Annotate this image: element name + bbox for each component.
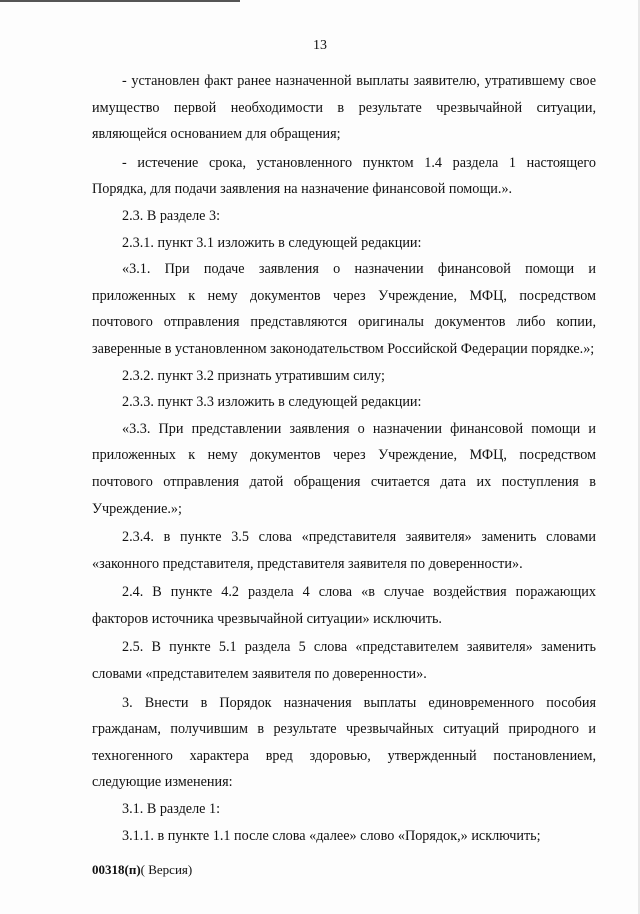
paragraph-bullet-payment: - установлен факт ранее назначенной выплаты заявителю, утратившему свое имущество первой необходимости в результате чрезвычайной ситуации, являющейся основанием для обращения; bbox=[92, 73, 596, 143]
top-rule bbox=[0, 0, 240, 2]
paragraph-quote-3-1: «3.1. При подаче заявления о назначении финансовой помощи и приложенных к нему документов через Учреждение, МФЦ, посредством почтового отправления представляются оригиналы документов либо копии, заверенные в установленном законодательством Российской Федерации порядке.»; bbox=[92, 261, 596, 357]
paragraph-quote-3-3: «3.3. При представлении заявления о назначении финансовой помощи и приложенных к нему документов через Учреждение, МФЦ, посредством почтового отправления датой обращения считается дата их поступления в Учреждение.»; bbox=[92, 420, 596, 517]
document-code: 00318(п) bbox=[92, 862, 141, 877]
paragraph-2-5: 2.5. В пункте 5.1 раздела 5 слова «представителем заявителя» заменить словами «представителем заявителя по доверенности». bbox=[92, 639, 596, 683]
document-version: ( Версия) bbox=[140, 862, 193, 877]
paragraph-2-3-3: 2.3.3. пункт 3.3 изложить в следующей редакции: bbox=[122, 394, 422, 411]
paragraph-2-3-2: 2.3.2. пункт 3.2 признать утратившим силу; bbox=[122, 367, 385, 384]
paragraph-2-3-1: 2.3.1. пункт 3.1 изложить в следующей редакции: bbox=[122, 234, 422, 251]
page-number: 13 bbox=[313, 38, 327, 53]
document-footer bbox=[92, 862, 192, 878]
paragraph-3-1: 3.1. В разделе 1: bbox=[122, 801, 221, 818]
paragraph-bullet-deadline: - истечение срока, установленного пунктом 1.4 раздела 1 настоящего Порядка, для подачи заявления на назначение финансовой помощи.». bbox=[92, 154, 596, 198]
paragraph-3-1-1: 3.1.1. в пункте 1.1 после слова «далее» слово «Порядок,» исключить; bbox=[122, 827, 541, 844]
document-body bbox=[92, 68, 596, 849]
paragraph-2-3-4: 2.3.4. в пункте 3.5 слова «представителя заявителя» заменить словами «законного представителя, представителя заявителя по доверенности». bbox=[92, 529, 596, 572]
paragraph-2-4: 2.4. В пункте 4.2 раздела 4 слова «в случае воздействия поражающих факторов источника чрезвычайной ситуации» исключить. bbox=[92, 584, 596, 627]
paragraph-2-3: 2.3. В разделе 3: bbox=[122, 207, 221, 224]
paragraph-3: 3. Внести в Порядок назначения выплаты единовременного пособия гражданам, получившим в результате чрезвычайных ситуаций природного и техногенного характера вред здоровью, утвержденный постановлением, следующие изменения: bbox=[92, 694, 596, 791]
